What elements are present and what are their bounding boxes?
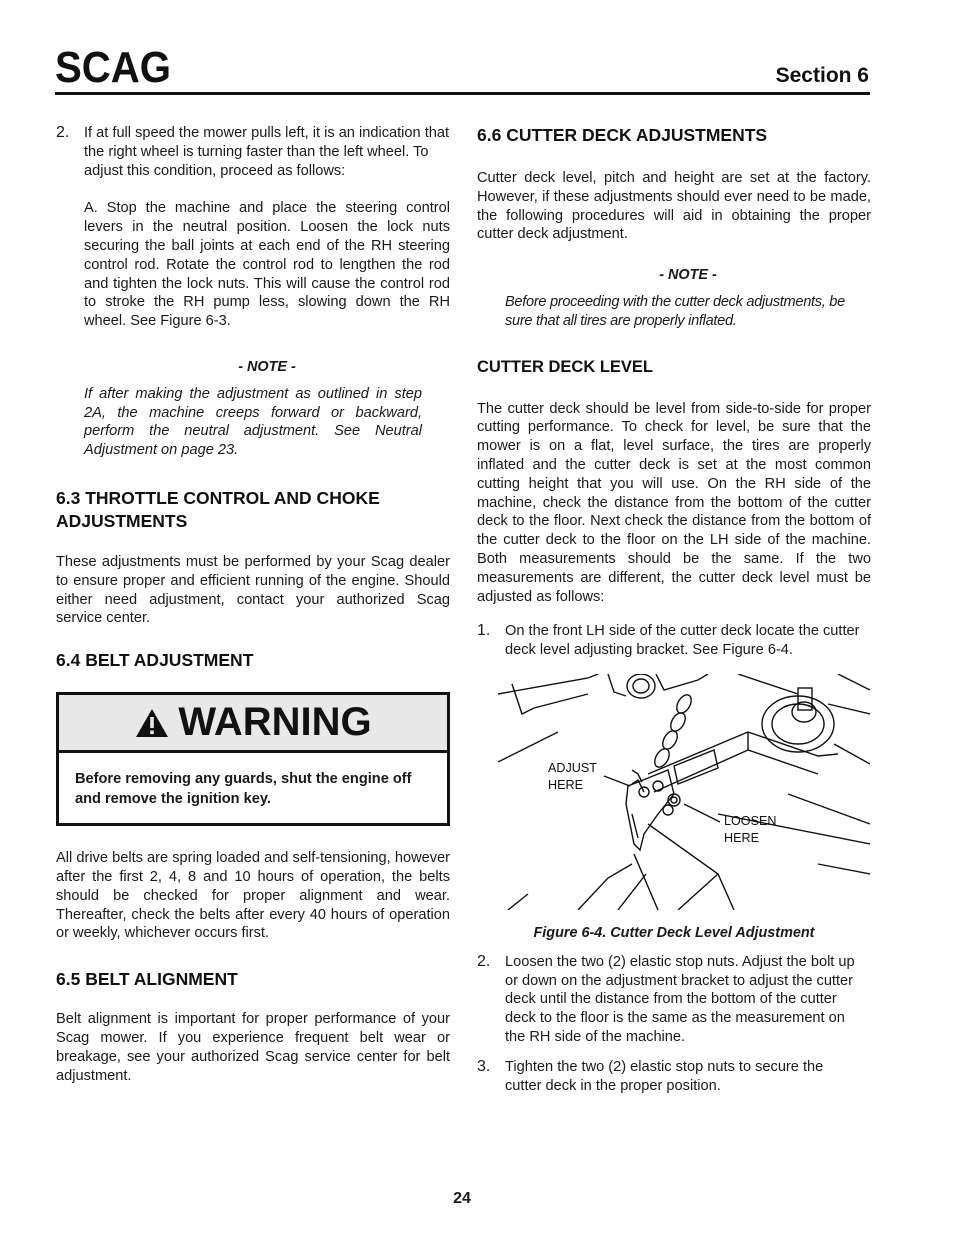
figure-6-4 <box>498 674 870 910</box>
label-adjust-here <box>548 760 597 794</box>
label-adjust-line2: HERE <box>548 777 583 792</box>
level-step-1-text: On the front LH side of the cutter deck locate the cutter deck level adjusting bracket. See Figure 6-4. <box>505 623 860 659</box>
warning-box <box>56 692 450 826</box>
section-6-3-text: These adjustments must be performed by your Scag dealer to ensure proper and efficient running of the engine. Should either need adjustment, contact your authorized Scag service center. <box>56 553 450 627</box>
heading-6-6: 6.6 CUTTER DECK ADJUSTMENTS <box>477 125 768 145</box>
level-step-3 <box>477 1058 871 1096</box>
section-title: Section 6 <box>775 64 869 87</box>
note-title: - NOTE - <box>238 358 296 375</box>
label-loosen-here <box>724 813 777 847</box>
step-2 <box>56 124 450 331</box>
note-block-right <box>477 266 871 330</box>
level-step-3-text: Tighten the two (2) elastic stop nuts to secure the cutter deck in the proper position. <box>505 1058 824 1094</box>
warning-title: WARNING <box>178 700 372 745</box>
cutter-deck-level-text: The cutter deck should be level from side-to-side for proper cutting performance. To check for level, be sure that the mower is on a flat, level surface, the tires are properly inflated and the cutter deck is set at the most common cutting height that you will use. On the RH side of the machine, check the distance from the bottom of the cutter deck to the floor. Next check the distance from the bottom of the cutter deck to the floor on the LH side of the machine. Both measurements should be the same. If the two measurements are different, the cutter deck level must be adjusted as follows: <box>477 400 871 605</box>
heading-cutter-deck-level: CUTTER DECK LEVEL <box>477 357 654 376</box>
step-2a-text: A. Stop the machine and place the steering control levers in the neutral position. Loosen the lock nuts securing the ball joints at each end of the RH steering control rod. Rotate the control rod to lengthen the rod and tighten the lock nuts. This will cause the control rod to stroke the RH pump less, slowing down the RH wheel. See Figure 6-3. <box>84 200 450 330</box>
warning-header <box>59 695 447 753</box>
figure-caption: Figure 6-4. Cutter Deck Level Adjustment <box>533 924 815 941</box>
svg-text:SCAG: SCAG <box>55 46 171 88</box>
note-block <box>56 358 450 460</box>
level-step-2 <box>477 953 871 1047</box>
step-2-text: If at full speed the mower pulls left, it is an indication that the right wheel is turning faster than the left wheel. To adjust this condition, proceed as follows: <box>84 125 450 179</box>
note-text-right: Before proceeding with the cutter deck adjustments, be sure that all tires are properly inflated. <box>505 293 845 329</box>
scag-logo <box>55 46 175 88</box>
level-step-1 <box>477 622 871 660</box>
right-column <box>477 124 871 1095</box>
warning-text: Before removing any guards, shut the engine off and remove the ignition key. <box>75 771 412 808</box>
level-step-2-text: Loosen the two (2) elastic stop nuts. Adjust the bolt up or down on the adjustment bracket to adjust the cutter deck until the distance from the bottom of the cutter deck to the floor is the same as the measurement on the RH side of the machine. <box>505 953 855 1045</box>
section-6-6-text: Cutter deck level, pitch and height are set at the factory. However, if these adjustments should ever need to be made, the following procedures will aid in obtaining the proper cutter deck adjustment. <box>477 170 871 243</box>
note-text: If after making the adjustment as outlined in step 2A, the machine creeps forward or backward, perform the neutral adjustment. See Neutral Adjustment on page 23. <box>84 385 422 459</box>
left-column <box>56 124 450 1085</box>
heading-6-5: 6.5 BELT ALIGNMENT <box>56 969 238 990</box>
step-number: 2. <box>56 124 70 141</box>
step-number: 3. <box>477 1057 491 1075</box>
note-title-right: - NOTE - <box>659 267 717 284</box>
step-number: 1. <box>477 622 491 640</box>
label-loosen-line1: LOOSEN <box>724 813 777 828</box>
label-adjust-line1: ADJUST <box>548 760 597 775</box>
header-rule <box>55 92 870 95</box>
heading-6-4: 6.4 BELT ADJUSTMENT <box>56 650 254 671</box>
warning-triangle-icon <box>134 707 170 739</box>
page-number: 24 <box>453 1190 471 1207</box>
heading-6-3: 6.3 THROTTLE CONTROL AND CHOKE ADJUSTMENTS <box>56 487 380 531</box>
step-number: 2. <box>477 952 491 970</box>
section-6-5-text: Belt alignment is important for proper performance of your Scag mower. If you experience frequent belt wear or breakage, see your authorized Scag service center for belt adjustment. <box>56 1011 450 1084</box>
label-loosen-line2: HERE <box>724 830 759 845</box>
section-6-4-text: All drive belts are spring loaded and self-tensioning, however after the first 2, 4, 8 and 10 hours of operation, the belts should be checked for proper alignment and wear. Thereafter, check the belts after every 40 hours of operation or weekly, whichever occurs first. <box>56 850 450 942</box>
